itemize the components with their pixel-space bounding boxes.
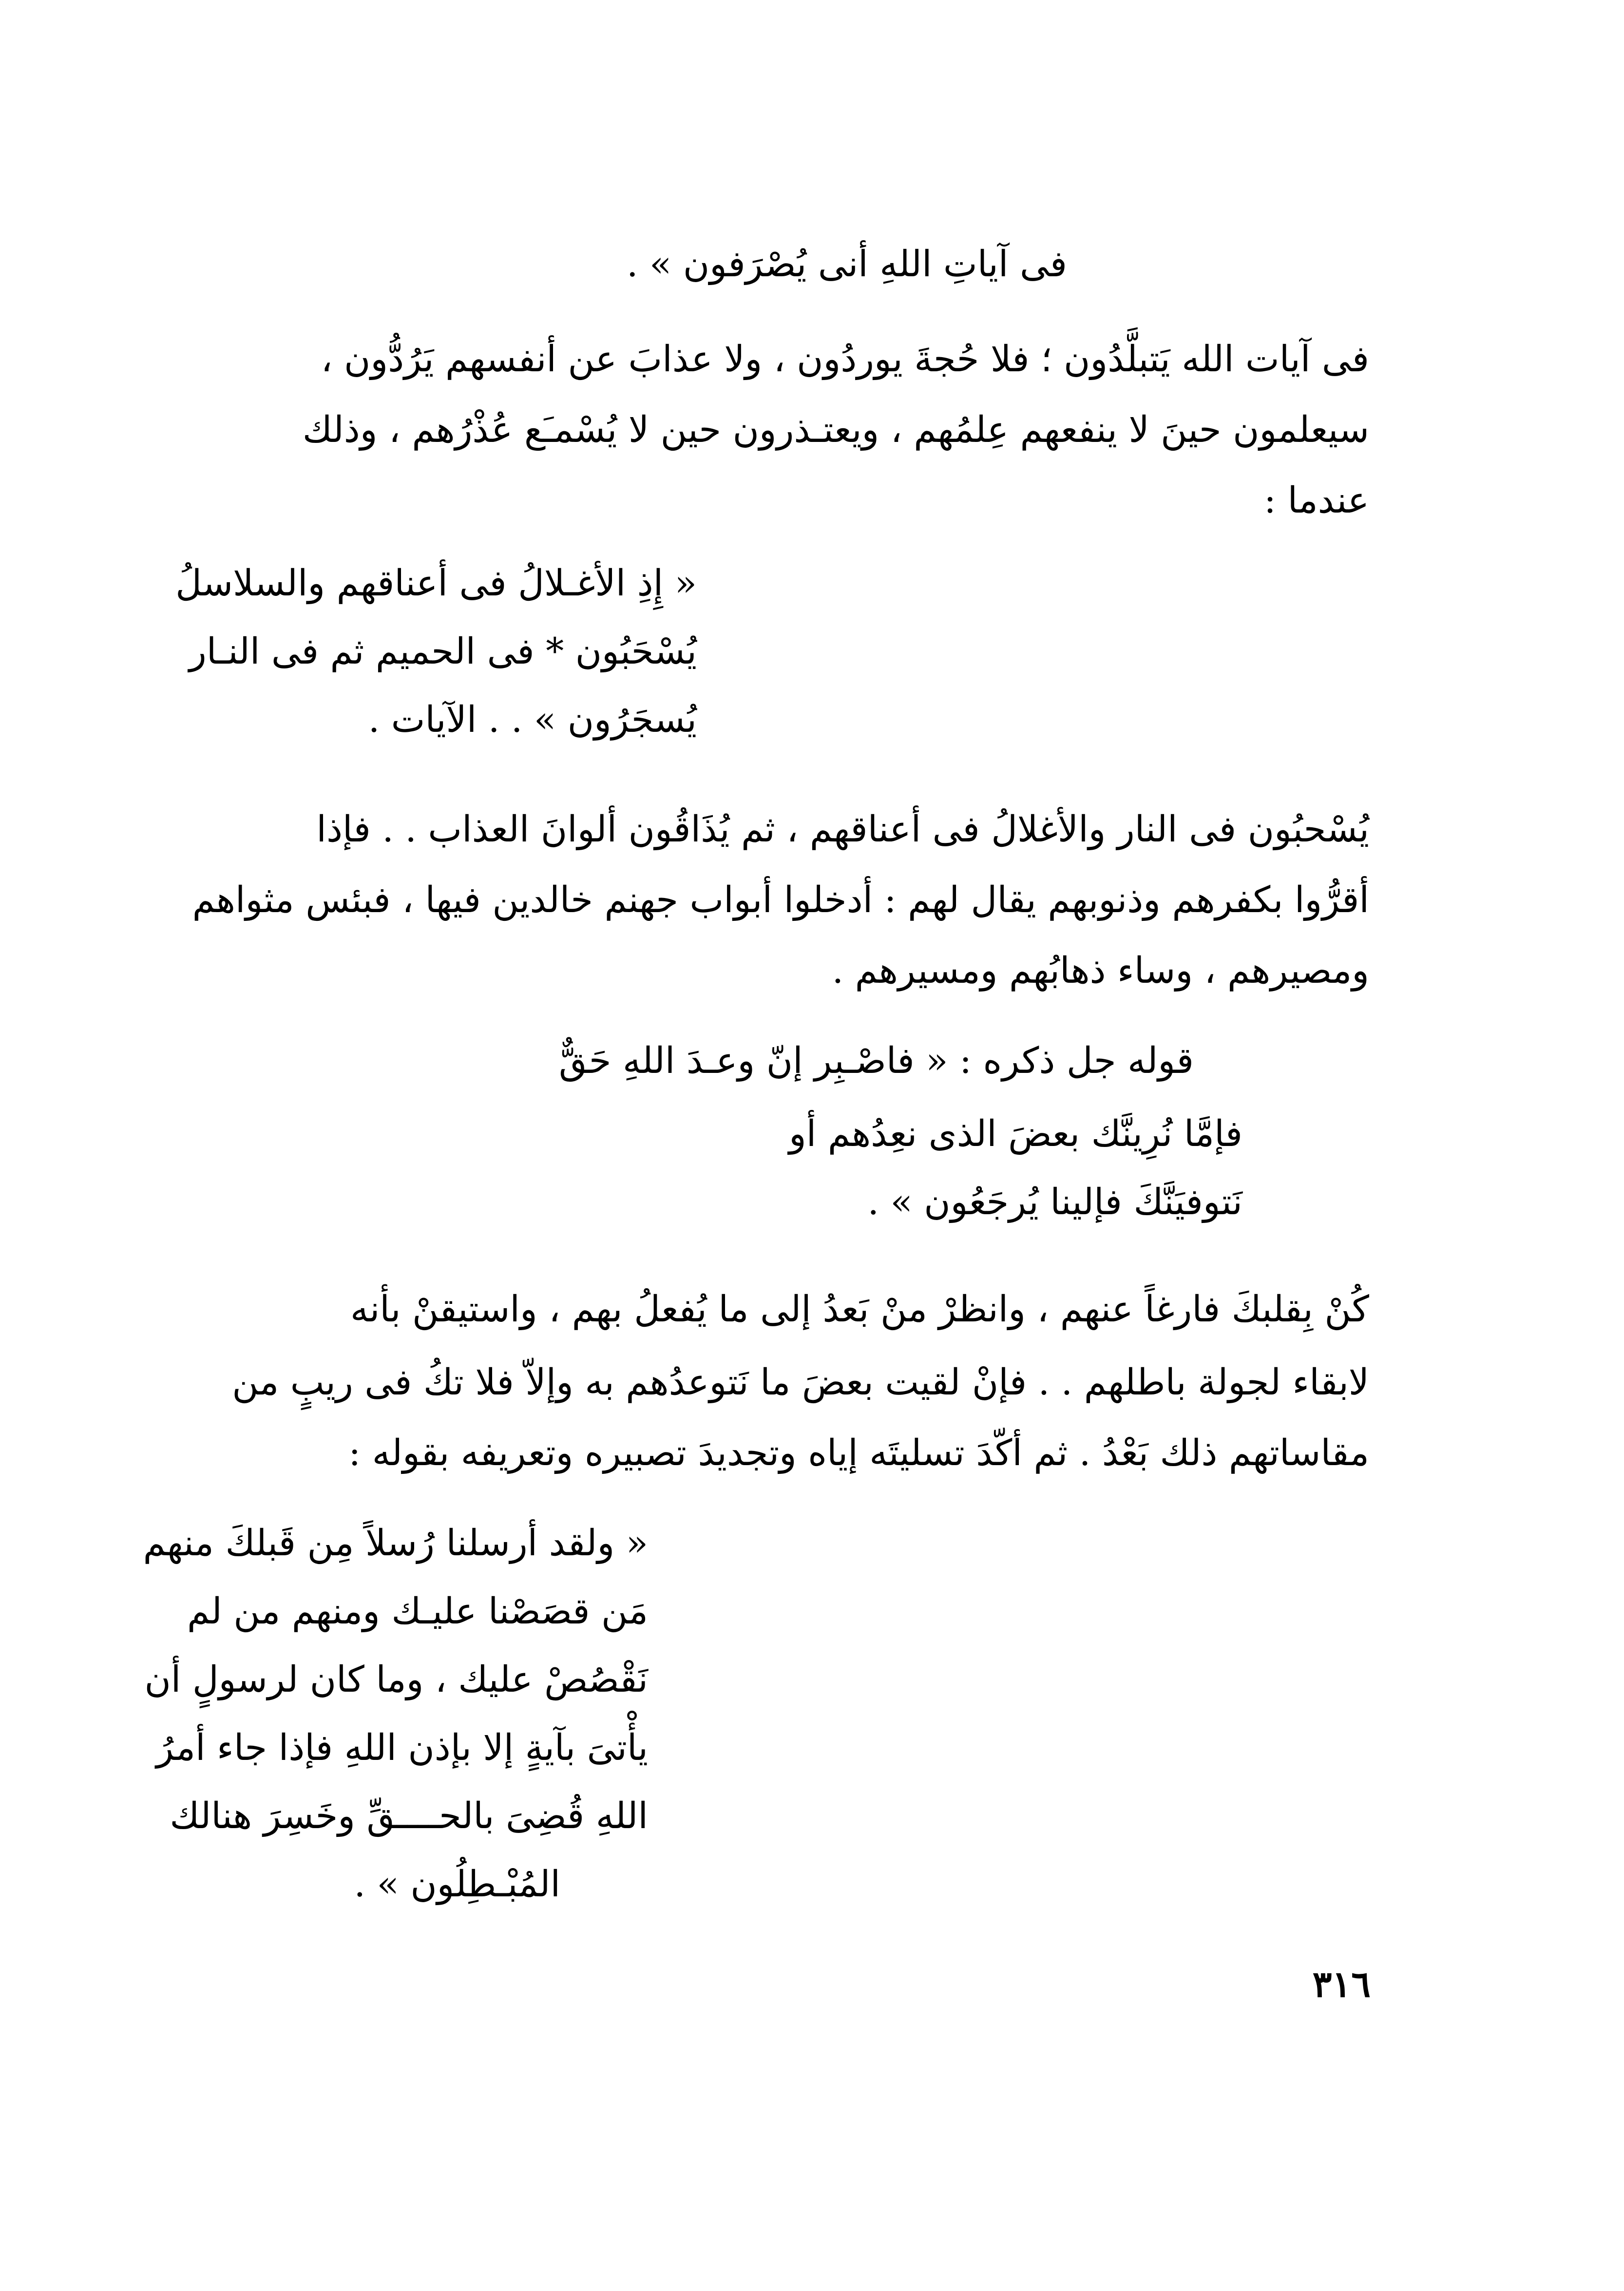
verse-line: المُبْـطِلُون » . [354,1863,560,1905]
top-line [626,243,1067,285]
verse-line: نَتوفيَنَّكَ فإلينا يُرجَعُون » . [867,1181,1242,1223]
quran-verse-1 [175,562,697,760]
paragraph-line: سيعلمون حينَ لا ينفعهم عِلمُهم ، ويعتـذرون حين لا يُسْمـَع عُذْرُهم ، وذلك [302,409,1369,451]
paragraph-line: كُنْ بِقلبكَ فارغاً عنهم ، وانظرْ منْ بَعدُ إلى ما يُفعلُ بهم ، واستيقنْ بأنه [350,1288,1369,1330]
verse-line: نَقْصُصْ عليك ، وما كان لرسولٍ أن [144,1659,648,1700]
paragraph-2 [192,808,1369,1006]
paragraph-line: ومصيرهم ، وساء ذهابُهم ومسيرهم . [832,950,1369,992]
paragraph-line: لابقاء لجولة باطلهم . . فإنْ لقيت بعضَ ما نَتوعدُهم به وإلاّ فلا تكُ فى ريبٍ من [232,1361,1369,1403]
verse-line: يُسجَرُون » . . الآيات . [368,699,697,741]
text-column [143,0,1369,2291]
page-number: ٣١٦ [1312,1964,1371,2005]
verse-line: اللهِ قُضِىَ بالحــــقِّ وخَسِرَ هنالك [170,1795,648,1837]
paragraph-line: أقرُّوا بكفرهم وذنوبهم يقال لهم : أدخلوا أبواب جهنم خالدين فيها ، فبئس مثواهم [192,879,1369,921]
paragraph-line: عندما : [1264,479,1369,521]
verse-line: يأْتىَ بآيةٍ إلا بإذن اللهِ فإذا جاء أمرُ [156,1727,648,1769]
paragraph-1 [263,338,1369,536]
verse-line: « ولقد أرسلنا رُسلاً مِن قَبلكَ منهم [143,1522,648,1564]
quran-verse-3 [143,1522,648,1925]
paragraph-line: يُسْحبُون فى النار والأغلالُ فى أعناقهم ، ثم يُذَاقُون ألوانَ العذاب . . فإذا [316,808,1369,850]
verse-line: مَن قصَصْنا عليـك ومنهم من لم [187,1590,648,1632]
quran-verse-2 [512,1040,1242,1247]
verse-line: فإمَّا نُرِينَّك بعضَ الذى نعِدُهم أو [789,1113,1242,1155]
paragraph-3 [232,1288,1369,1486]
top-line-text: فى آياتِ اللهِ أنى يُصْرَفون » . [626,243,1067,285]
paragraph-line: فى آيات الله يَتبلَّدُون ؛ فلا حُجةَ يوردُون ، ولا عذابَ عن أنفسهم يَرُدُّون ، [321,338,1369,380]
paragraph-line: مقاساتهم ذلك بَعْدُ . ثم أكّدَ تسليتَه إياه وتجديدَ تصبيره وتعريفه بقوله : [348,1432,1369,1474]
verse-line: يُسْحَبُون * فى الحميم ثم فى النـار [189,630,697,672]
verse-line: « إِذِ الأغـلالُ فى أعناقهم والسلاسلُ [175,562,697,604]
verse-line: قوله جل ذكره : « فاصْـبِر إنّ وعـدَ اللهِ حَقٌّ [559,1040,1194,1082]
